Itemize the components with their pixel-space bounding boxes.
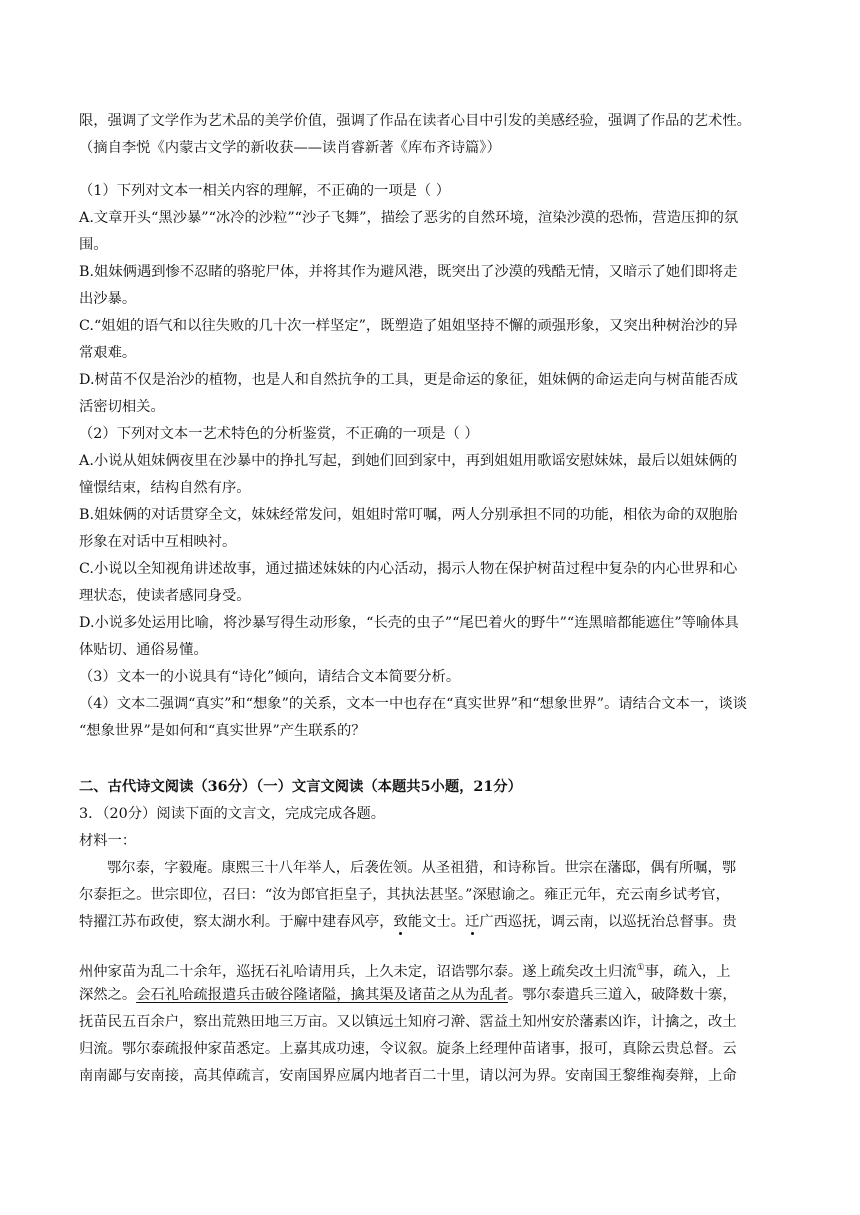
q2-option-a: A.小说从姐妹俩夜里在沙暴中的挣扎写起，到她们回到家中，再到姐姐用歌谣安慰妹妹，最后以姐妹俩的 <box>79 453 738 469</box>
q2-option-b-cont: 形象在对话中互相映衬。 <box>79 534 237 550</box>
underlined-sentence: 会石礼哈疏报遣兵击破谷隆诸隘，擒其渠及诸苗之从为乱者 <box>136 987 508 1003</box>
q2-option-d-cont: 体贴切、通俗易懂。 <box>79 642 208 658</box>
q2-option-d: D.小说多处运用比喻，将沙暴写得生动形象，“长壳的虫子”“尾巴着火的野牛”“连黑暗都能遮住”等喻体具 <box>79 615 739 631</box>
classical-text-line: 鄂尔泰，字毅庵。康熙三十八年举人，后袭佐领。从圣祖猎，和诗称旨。世宗在藩邸，偶有所嘱，鄂 <box>107 860 737 876</box>
classical-text-line: 归流。鄂尔泰疏报仲家苗悉定。上嘉其成功速，令议叙。旋条上经理仲苗诸事，报可，真除云贵总督。云 <box>79 1041 737 1057</box>
q1-option-d-cont: 活密切相关。 <box>79 399 165 415</box>
q1-option-a-cont: 围。 <box>79 237 108 253</box>
emphasis-dot-char: 迁 <box>465 914 480 930</box>
paragraph-line: 限，强调了文学作为艺术品的美学价值，强调了作品在读者心目中引发的美感经验，强调了作品的艺术性。 <box>79 113 751 129</box>
classical-text-line: 南南鄙与安南接，高其倬疏言，安南国界应属内地者百二十里，请以河为界。安南国王黎维祹奏辩，上命 <box>79 1068 737 1084</box>
text-span: 深然之。 <box>79 987 137 1003</box>
text-span: 事，疏入，上 <box>644 963 731 980</box>
q2-option-a-cont: 憧憬结束，结构自然有序。 <box>79 480 251 496</box>
q2-option-c: C.小说以全知视角讲述故事，通过描述妹妹的内心活动，揭示人物在保护树苗过程中复杂的内心世界和心 <box>79 561 738 577</box>
text-span: 州仲家苗为乱二十余年，巡抚石礼哈请用兵，上久未定，诏诰鄂尔泰。遂上疏矣改土归流 <box>79 963 637 980</box>
question-5-stem: 3．（20分）阅读下面的文言文，完成完成各题。 <box>79 806 386 822</box>
q2-option-b: B.姐妹俩的对话贯穿全文，妹妹经常发问，姐姐时常叮嘱，两人分别承担不同的功能，相依为命的双胞胎 <box>79 507 738 523</box>
section-heading: 二、古代诗文阅读（36分）（一）文言文阅读（本题共5小题，21分） <box>79 779 522 795</box>
q2-option-c-cont: 理状态，使读者感同身受。 <box>79 588 251 604</box>
q1-option-b: B.姐妹俩遇到惨不忍睹的骆驼尸体，并将其作为避风港，既突出了沙漠的残酷无情，又暗示了她们即将走 <box>79 264 738 280</box>
text-span: 广西巡抚，调云南，以巡抚治总督事。贵 <box>479 914 737 930</box>
question-1-stem: （1）下列对文本一相关内容的理解，不正确的一项是（ ） <box>79 183 451 199</box>
classical-text-line <box>79 958 820 982</box>
question-4-stem: （4）文本二强调“真实”和“想象”的关系，文本一中也存在“真实世界”和“想象世界”。请结合文本一，谈谈 <box>79 696 748 712</box>
question-2-stem: （2）下列对文本一艺术特色的分析鉴赏，不正确的一项是（ ） <box>79 426 479 442</box>
citation-line: （摘自李悦《内蒙古文学的新收获——读肖睿新著《库布齐诗篇》） <box>79 140 501 156</box>
classical-text-line: 尔泰拒之。世宗即位，召曰：“汝为郎官拒皇子，其执法甚坚。”深慰谕之。雍正元年，充云南乡试考官， <box>79 887 730 903</box>
question-3-stem: （3）文本一的小说具有“诗化”倾向，请结合文本简要分析。 <box>79 669 461 685</box>
q1-option-a: A.文章开头“黑沙暴”“冰冷的沙粒”“沙子飞舞”，描绘了恶劣的自然环境，渲染沙漠的恐怖，营造压抑的氛 <box>79 210 739 226</box>
question-4-stem-cont: “想象世界”是如何和“真实世界”产生联系的？ <box>79 723 366 739</box>
classical-text-line <box>79 985 820 1005</box>
q1-option-c-cont: 常艰难。 <box>79 345 137 361</box>
text-span: 能文士。 <box>407 914 466 930</box>
text-span: 特擢江苏布政使，察太湖水利。于廨中建春风亭， <box>79 914 394 930</box>
material-label: 材料一： <box>79 833 137 849</box>
classical-text-line: 抚苗民五百余户，察出荒熟田地三万亩。又以镇远土知府刁澣、霑益土知州安於藩素凶诈，计擒之，改土 <box>79 1014 737 1030</box>
classical-text-line <box>79 912 820 932</box>
footnote-marker: ① <box>636 963 645 973</box>
q1-option-b-cont: 出沙暴。 <box>79 291 137 307</box>
text-span: 。鄂尔泰遣兵三道入，破降数十寨， <box>507 987 737 1003</box>
emphasis-dot-char: 致 <box>393 914 408 930</box>
q1-option-c: C.“姐姐的语气和以往失败的几十次一样坚定”，既塑造了姐姐坚持不懈的顽强形象，又突出种树治沙的异 <box>79 318 738 334</box>
q1-option-d: D.树苗不仅是治沙的植物，也是人和自然抗争的工具，更是命运的象征，姐妹俩的命运走向与树苗能否成 <box>79 372 738 388</box>
